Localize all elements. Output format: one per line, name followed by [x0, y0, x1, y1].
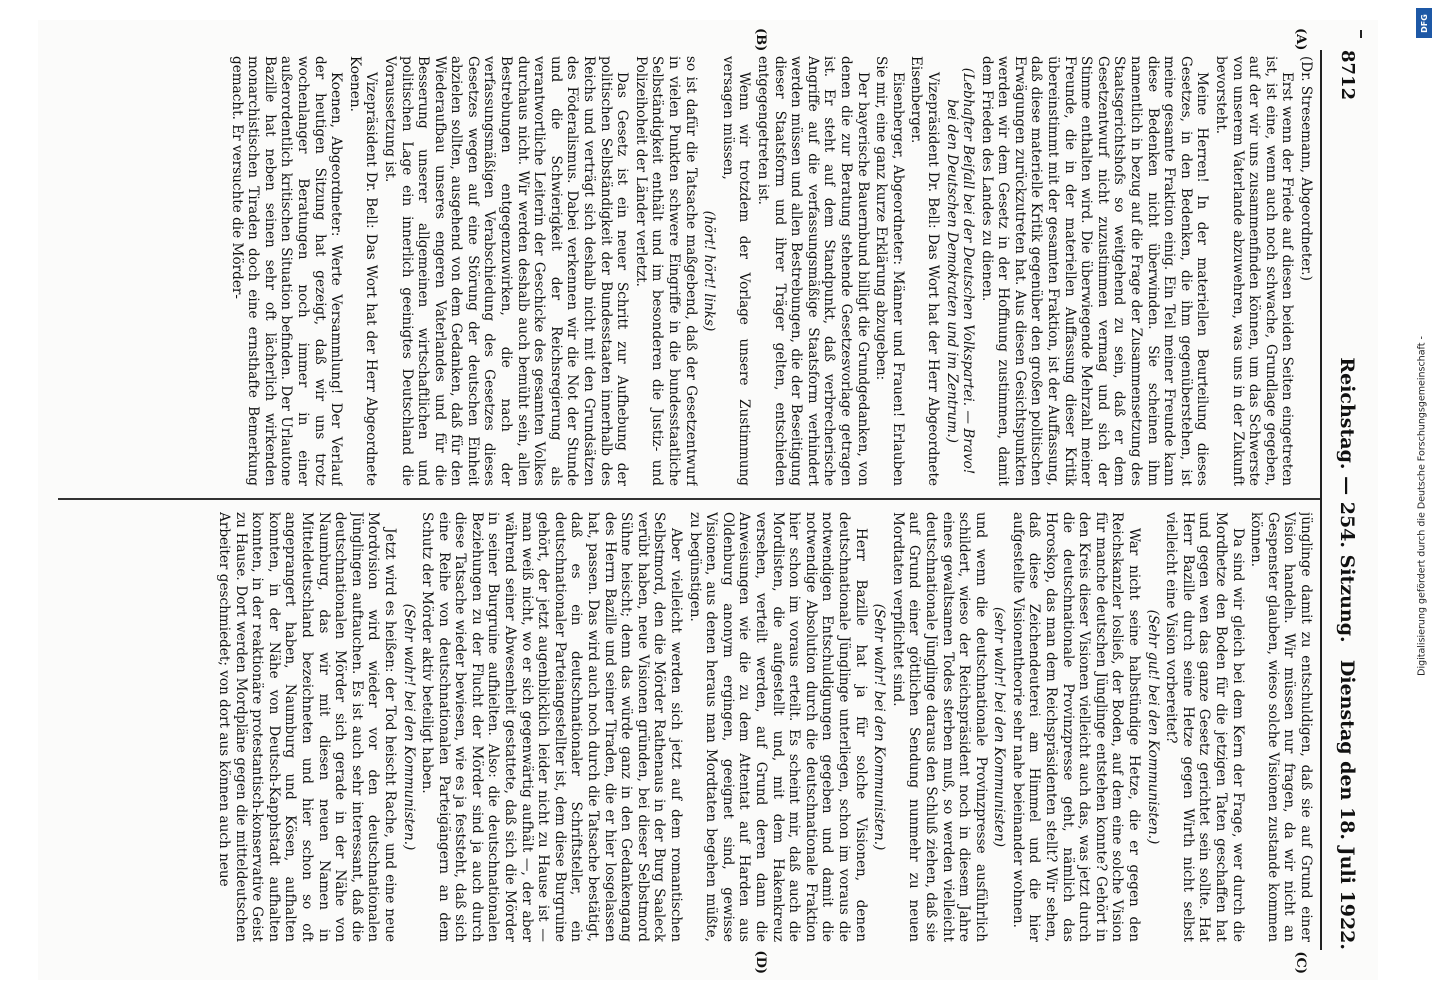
- paragraph: Da sind wir gleich bei dem Kern der Frage, wer durch die Mordhetze den Boden für die jetzigen Taten geschaffen hat und gegen wen das ganze Gesetz gerichtet sein sollte. Hat Herr Bazille durch seine Hetze gegen Wirth nicht selbst vielleicht eine Vision vorbereitet?: [1163, 512, 1246, 942]
- paragraph: und wenn die deutschnationale Provinzpresse ausführlich schildert, wieso der Reichspräsident noch in diesem Jahre eines gewaltsamen Todes sterben muß, so werden vielleicht deutschnationale Jünglinge daraus den Schluß ziehen, daß sie auf Grund einer göttlichen Sendung nunmehr zu neuen Mordtaten verpflichtet sind.: [889, 512, 989, 942]
- paragraph: (hört! hört! links): [701, 210, 718, 332]
- paragraph: so ist dafür die Tatsache maßgebend, daß der Gesetzentwurf in vielen Punkten schwere Eingriffe in die bundesstaatliche Selbständigkeit enthält und im besonderen die Justiz- und Polizeihoheit der Länder verletzt.: [632, 56, 699, 486]
- paragraph: (Dr. Stresemann, Abgeordneter.): [1298, 56, 1314, 281]
- paragraph: (Lebhafter Beifall bei der Deutschen Volkspartei. — Bravo! bei den Deutschen Demokraten und im Zentrum.): [943, 67, 977, 475]
- paragraph: Das Gesetz ist ein neuer Schritt zur Aufhebung der politischen Selbständigkeit der Bundesstaaten innerhalb des Reichs und verträgt sich deshalb nicht mit den Grundsätzen des Föderalismus. Dabei verkennen wir die Not der Stunde und die Schwierigkeit der Reichsregierung als verantwortliche Leiterin der Geschicke des gesamten Volkes durchaus nicht. Wir werden deshalb auch bemüht sein, allen Bestrebungen entgegenzuwirken, die nach der verfassungsmäßigen Verabschiedung des Gesetzes dieses Gesetzes wegen auf eine Störung der deutschen Einheit abzielen sollten, ausgehend von dem Gedanken, daß für den Wiederaufbau unseres engeren Vaterlandes und für die Besserung unserer allgemeinen wirtschaftlichen und politischen Lage ein innerlich geeinigtes Deutschland die Voraussetzung ist.: [381, 56, 631, 486]
- page-header: [1326, 50, 1360, 950]
- margin-marker-c: (C): [1293, 951, 1308, 974]
- digitization-credit: [1412, 6, 1432, 996]
- paragraph: Herr Bazille hat ja für solche Visionen, denen deutschnationale Jünglinge unterliegen, schon im voraus die notwendigen Entschuldigungen gegeben und damit die notwendige Absolution durch die deutschnationale Fraktion hier schon im voraus erteilt. Es scheint mir, daß auch die Mordlisten, die aufgestellt und, mit dem Hakenkreuz versehen, verteilt werden, auf Grund deren dann die Anweisungen wie die zu dem Attentat auf Harden aus Oldenburg anonym ergingen, geeignet sind, gewisse Visionen, aus denen heraus man Mordtaten begehen müßte, zu begünstigen.: [686, 512, 869, 942]
- credit-text: Digitalisierung gefördert durch die Deutsche Forschungsgemeinschaft -: [1416, 336, 1428, 676]
- paragraph: Der bayerische Bauernbund billigt die Grundgedanken, von denen die zur Beratung stehende Gesetzesvorlage getragen ist. Er steht auf dem Standpunkt, daß verbrecherische Angriffe auf die verfassungsmäßige Staatsform verhindert werden müssen und allen Bestrebungen, die der Beseitigung dieser Staatsform und ihrer Träger gelten, entschieden entgegengetreten ist.: [755, 56, 871, 486]
- page-number: 8712: [1337, 50, 1358, 101]
- paragraph: (Sehr wahr! bei den Kommunisten.): [871, 603, 888, 851]
- paragraph: Vizepräsident Dr. Bell: Das Wort hat der Herr Abgeordnete Eisenberger.: [908, 56, 941, 486]
- paragraph: (Sehr gut! bei den Kommunisten.): [1144, 609, 1161, 845]
- column-divider: [58, 498, 1320, 500]
- paragraph: (sehr wahr! bei den Kommunisten): [991, 606, 1008, 848]
- scan-mark: [1360, 30, 1362, 38]
- paragraph: (Sehr wahr! bei den Kommunisten.): [400, 603, 417, 851]
- paragraph: Aber vielleicht werden sich jetzt auf dem romantischen Selbstmord, den die Mörder Rathenaus in der Burg Saaleck verübt haben, neue Visionen gründen, bei dieser Selbstmord Sühne heischt; denn das würde ganz in den Gedankengang des Herrn Bazille und seiner Tiraden, die er hier losgelassen hat, passen. Das wird auch noch durch die Tatsache bestätigt, daß es ein deutschnationaler Schriftsteller, ein deutschnationaler Parteiangestellter ist, dem diese Burgruine gehört, der jetzt augenblicklich leider nicht zu Hause ist — man weiß nicht, wo er sich gegenwärtig aufhält —, der aber während seiner Abwesenheit gestattete, daß sich die Mörder in seiner Burgruine aufhielten. Also: die deutschnationalen Beziehungen zu der Flucht der Mörder sind ja auch durch diese Tatsache wieder bewiesen, wie es ja feststeht, daß sich eine Reihe von deutschnationalen Parteigängern an dem Schutz der Mörder aktiv beteiligt haben.: [419, 512, 685, 942]
- document-page: [38, 20, 1378, 980]
- margin-marker-d: (D): [753, 950, 768, 974]
- paragraph: Meine Herren! In der materiellen Beurteilung dieses Gesetzes, in den Bedenken, die ihm gegenüberstehen, ist meine gesamte Fraktion einig. Ein Teil meiner Freunde kann diese Bedenken nicht überwinden. Sie scheinen ihm namentlich in bezug auf die Frage der Zusammensetzung des Staatsgerichtshofs so weitgehend zu sein, daß er dem Gesetzentwurf nicht zuzustimmen vermag und sich der Stimme enthalten wird. Die überwiegende Mehrzahl meiner Freunde, die in der materiellen Auffassung dieser Kritik übereinstimmt mit der gesamten Fraktion, ist der Auffassung, daß diese materielle Kritik gegenüber den großen politischen Erwägungen zurückzutreten hat. Aus diesen Gesichtspunkten werden wir dem Gesetz in der Hoffnung zustimmen, damit dem Frieden des Landes zu dienen.: [978, 56, 1211, 486]
- paragraph: Wenn wir trotzdem der Vorlage unsere Zustimmung versagen müssen,: [719, 56, 753, 486]
- paragraph: Jetzt wird es heißen: der Tod heischt Rache, und eine neue Mordvision wird wieder vor den deutschnationalen Jünglingen auftauchen. Es ist auch sehr interessant, daß die deutschnationalen Mörder sich gerade in der Nähe von Naumburg, das wir mit diesen neuen Namen in Mitteldeutschland bezeichneten und hier schon so oft angeprangert haben, Naumburg und Kösen, aufhalten konnten, in der Nähe von Deutsch-Kapphstadt aufhalten konnten, in der reaktionäre protestantisch-konservative Geist zu Hause. Dort werden Mordpläne gegen die mitteldeutschen Arbeiter geschmiedet; von dort aus können auch neue: [216, 512, 398, 942]
- header-date: Dienstag den 18. Juli 1922.: [1336, 659, 1358, 950]
- left-text-column: [58, 56, 1314, 486]
- header-rule: [1320, 50, 1322, 950]
- paragraph: Eisenberger, Abgeordneter: Männer und Frauen! Erlauben Sie mir, eine ganz kurze Erklärung abzugeben:: [873, 56, 906, 486]
- paragraph: Vizepräsident Dr. Bell: Das Wort hat der Herr Abgeordnete Koenen.: [346, 56, 380, 486]
- header-title: Reichstag. — 254. Sitzung.: [1336, 357, 1358, 643]
- paragraph: Erst wenn der Friede auf diesen beiden Seiten eingetreten ist, ist eine, wenn auch noch schwache, Grundlage gegeben, auf der wir uns zusammenfinden können, um das Schwerste von unserem Vaterlande abzuwehren, was uns in der Zukunft bevorsteht.: [1213, 56, 1296, 486]
- right-text-column: [58, 512, 1314, 942]
- paragraph: jünglinge damit zu entschuldigen, daß sie auf Grund einer Vision handeln. Wir müssen nur fragen, da wir nicht an Gespenster glauben, wieso solche Visionen zustande kommen können.: [1248, 512, 1314, 942]
- paragraph: Koenen, Abgeordneter: Werte Versammlung! Der Verlauf der heutigen Sitzung hat gezeigt, daß wir uns trotz wochenlanger Beratungen noch immer in einer außerordentlich kritischen Situation befinden. Der Urlautone Bazille hat neben seinen sehr oft lächerlich wirkenden monarchistischen Tiraden doch eine ernsthafte Bemerkung gemacht. Er versuchte die Mörder-: [228, 56, 345, 486]
- paragraph: War nicht seine halbstündige Hetze, die er gegen den Reichskanzler losließ, der Boden, auf dem eine solche Vision für manche deutschen Jünglinge entstehen konnte? Gehört in den Kreis dieser Visionen vielleicht auch das, was jetzt durch die deutschnationale Provinzpresse geht, nämlich das Horoskop, das man dem Reichspräsidenten stellt? Wir sehen, daß diese Zeichendeuterei am Himmel und die hier aufgestellte Visionentheorie sehr nahe beieinander wohnen.: [1009, 512, 1143, 942]
- margin-marker-b: (B): [753, 28, 768, 52]
- margin-marker-a: (A): [1293, 28, 1308, 51]
- dfg-logo-badge: DFG: [1416, 8, 1432, 38]
